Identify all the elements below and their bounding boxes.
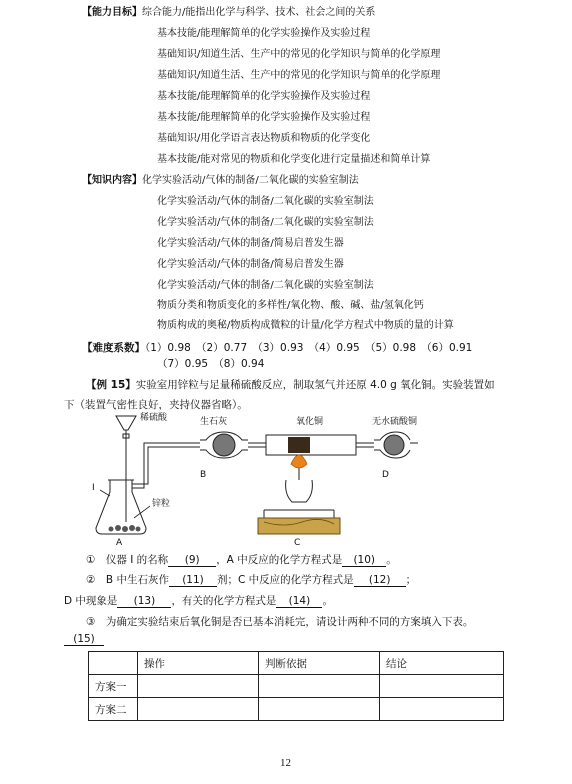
difficulty-line-1: （1）0.98 （2）0.77 （3）0.93 （4）0.95 （5）0.98 （6）0.91 [145, 342, 473, 354]
header-cell-0 [89, 652, 138, 675]
ability-line-4: 基础知识/知道生活、生产中的常见的化学知识与简单的化学原理 [157, 70, 441, 81]
answer-cell[interactable] [138, 675, 259, 698]
answer-cell[interactable] [138, 698, 259, 721]
blank-15[interactable]: (15) [64, 633, 104, 646]
difficulty-label: 【难度系数】 [82, 342, 145, 354]
knowledge-line-2: 化学实验活动/气体的制备/二氧化碳的实验室制法 [157, 196, 374, 207]
blank-11[interactable]: (11) [169, 574, 217, 587]
table-header-row [89, 652, 504, 675]
q1-end: 。 [386, 554, 397, 566]
label-d: D [382, 470, 389, 480]
ability-line-7: 基础知识/用化学语言表达物质和物质的化学变化 [157, 133, 371, 144]
label-cuo: 氧化铜 [296, 417, 324, 427]
ability-line-2: 基本技能/能理解简单的化学实验操作及实验过程 [157, 28, 371, 39]
blank-13[interactable]: (13) [117, 595, 171, 608]
page-number: 12 [280, 757, 291, 769]
q2-end: ； [405, 574, 417, 586]
knowledge-line-3: 化学实验活动/气体的制备/二氧化碳的实验室制法 [157, 217, 374, 228]
header-cell-operation: 操作 [138, 652, 259, 675]
knowledge-line-5: 化学实验活动/气体的制备/简易启普发生器 [157, 259, 344, 270]
q1-mid: ，A 中反应的化学方程式是 [216, 554, 343, 566]
q2b-end: 。 [322, 595, 333, 607]
knowledge-line-4: 化学实验活动/气体的制备/简易启普发生器 [157, 238, 344, 249]
knowledge-line-6: 化学实验活动/气体的制备/二氧化碳的实验室制法 [157, 280, 374, 291]
knowledge-line-1: 化学实验活动/气体的制备/二氧化碳的实验室制法 [142, 175, 359, 186]
difficulty-line-2: （7）0.95 （8）0.94 [157, 358, 265, 370]
knowledge-label: 【知识内容】 [82, 175, 142, 186]
separatory-funnel [116, 416, 136, 430]
row-label-2: 方案二 [89, 698, 138, 721]
blank-12[interactable]: (12) [354, 574, 406, 587]
question-3: ③ 为确定实验结束后氧化铜是否已基本消耗完，请设计两种不同的方案填入下表。 [86, 616, 474, 628]
label-cuso4: 无水硫酸铜 [372, 417, 418, 427]
question-15 [64, 633, 104, 646]
question-2b [64, 593, 333, 608]
question-2 [86, 572, 416, 587]
example-text-1: 实验室用锌粒与足量稀硫酸反应，制取氢气并还原 4.0 g 氧化铜。实验装置如 [135, 379, 495, 391]
ability-line-8: 基本技能/能对常见的物质和化学变化进行定量描述和简单计算 [157, 154, 431, 165]
example-line-1 [86, 377, 495, 392]
ability-section [82, 7, 375, 19]
knowledge-section [82, 175, 359, 187]
q2b-prefix: D 中现象是 [64, 595, 118, 607]
q2-mid: 剂；C 中反应的化学方程式是 [216, 574, 354, 586]
answer-cell[interactable] [380, 675, 504, 698]
label-a: A [116, 538, 123, 545]
q2b-mid: ，有关的化学方程式是 [171, 595, 277, 607]
answer-table [88, 651, 504, 721]
label-zinc: 锌粒 [152, 499, 171, 509]
blank-14[interactable]: (14) [276, 595, 322, 608]
question-1 [86, 552, 397, 567]
q2-prefix: ② B 中生石灰作 [86, 574, 169, 586]
blank-9[interactable]: (9) [168, 554, 216, 567]
answer-cell[interactable] [259, 675, 380, 698]
wooden-block [258, 518, 340, 534]
row-label-1: 方案一 [89, 675, 138, 698]
header-cell-basis: 判断依据 [259, 652, 380, 675]
apparatus-diagram [88, 410, 418, 545]
ability-line-6: 基本技能/能理解简单的化学实验操作及实验过程 [157, 112, 371, 123]
reaction-tube-c [266, 435, 356, 455]
header-cell-conclusion: 结论 [380, 652, 504, 675]
ability-line-3: 基础知识/知道生活、生产中的常见的化学知识与简单的化学原理 [157, 49, 441, 60]
label-b: B [200, 470, 207, 480]
example-text-2: 下（装置气密性良好，夹持仪器省略）。 [64, 399, 248, 411]
answer-cell[interactable] [259, 698, 380, 721]
answer-cell[interactable] [380, 698, 504, 721]
difficulty-section [82, 340, 472, 355]
example-title: 【例 15】 [86, 379, 136, 391]
knowledge-line-8: 物质构成的奥秘/物质构成微粒的计量/化学方程式中物质的量的计算 [157, 320, 454, 331]
blank-10[interactable]: (10) [342, 554, 386, 567]
table-row [89, 698, 504, 721]
ability-line-5: 基本技能/能理解简单的化学实验操作及实验过程 [157, 91, 371, 102]
label-c: C [294, 538, 301, 545]
knowledge-line-7: 物质分类和物质变化的多样性/氧化物、酸、碱、盐/氢氧化钙 [157, 300, 424, 311]
flame [291, 455, 307, 468]
table-row [89, 675, 504, 698]
label-instrument: I [92, 483, 95, 493]
alcohol-lamp [286, 480, 313, 502]
label-acid: 稀硫酸 [140, 413, 168, 423]
ability-line-1: 综合能力/能指出化学与科学、技术、社会之间的关系 [142, 7, 376, 18]
q1-prefix: ① 仪器 I 的名称 [86, 554, 169, 566]
ability-label: 【能力目标】 [82, 7, 142, 18]
label-lime: 生石灰 [200, 417, 228, 427]
